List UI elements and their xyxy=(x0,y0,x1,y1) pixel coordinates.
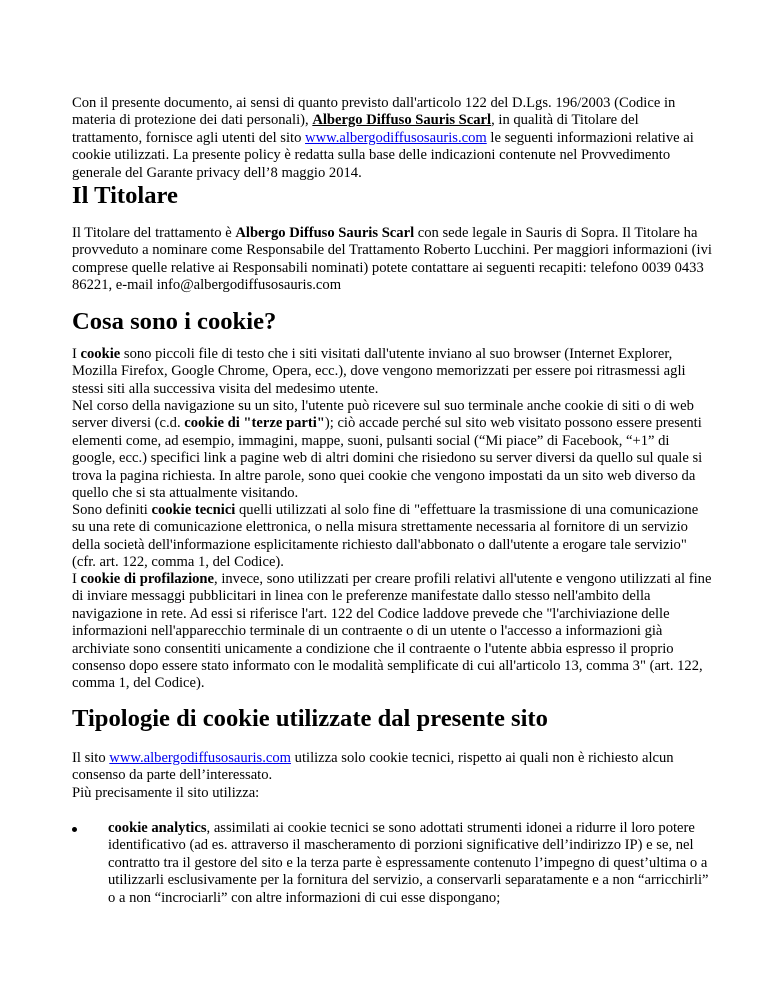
heading-cookie: Cosa sono i cookie? xyxy=(72,308,277,335)
paragraph-text: Il sito xyxy=(72,750,110,766)
paragraph-text: utilizza solo cookie tecnici, rispetto ai quali non è richiesto alcun consenso da parte dell’interessato. xyxy=(72,750,674,784)
paragraph-text: ); ciò accade perché sul sito web visitato possono essere presenti elementi come, ad esempio, immagini, mappe, suoni, pulsanti social (“Mi piace” di Facebook, “+1” di google, ecc.) specifici link a pagine web di altri domini che risiedono su server diversi da quello sul quale si trova la pagina richiesta. In altre parole, sono quei cookie che vengono impostati da un sito web diverso da quello che si sta attualmente visitando. xyxy=(72,415,703,502)
paragraph-text: I xyxy=(72,571,81,587)
company-name: Albergo Diffuso Sauris Scarl xyxy=(312,112,492,129)
paragraph-text: I xyxy=(72,346,81,362)
term-analytics: cookie analytics xyxy=(108,820,207,836)
cookie-paragraph-2 xyxy=(72,398,712,502)
site-link[interactable]: www.albergodiffusosauris.com xyxy=(305,129,487,146)
intro-paragraph xyxy=(72,95,712,182)
term-technical: cookie tecnici xyxy=(151,502,236,518)
bullet-icon xyxy=(72,827,77,832)
intro-text: , in qualità di Titolare del trattamento, fornisce agli utenti del sito xyxy=(72,112,639,146)
titolare-paragraph xyxy=(72,225,712,295)
paragraph-text: quelli utilizzati al solo fine di "effettuare la trasmissione di una comunicazione su una rete di comunicazione elettronica, o nella misura strettamente necessaria al fornitore di un servizio della società dell'informazione esplicitamente richiesto dall'abbonato o dall'utente a erogare tale servizio" (cfr. art. 122, comma 1, del Codice). xyxy=(72,502,699,571)
paragraph-text: Sono definiti xyxy=(72,502,152,518)
paragraph-text: Più precisamente il sito utilizza: xyxy=(72,784,260,801)
list-item xyxy=(72,820,712,907)
company-name: Albergo Diffuso Sauris Scarl xyxy=(235,225,415,241)
paragraph-text: , invece, sono utilizzati per creare profili relativi all'utente e vengono utilizzati al fine di inviare messaggi pubblicitari in linea con le preferenze manifestate dallo stesso nell'ambito della navigazione in rete. Ad essi si riferisce l'art. 122 del Codice laddove prevede che "l'archiviazione delle informazioni nell'apparecchio terminale di un contraente o di un utente o l'accesso a informazioni già archiviate sono consentiti unicamente a condizione che il contraente o l'utente abbia espresso il proprio consenso dopo essere stato informato con le modalità semplificate di cui all'articolo 13, comma 3" (art. 122, comma 1, del Codice). xyxy=(72,571,712,692)
cookie-paragraph-3 xyxy=(72,502,712,572)
intro-text: le seguenti informazioni relative ai cookie utilizzati. La presente policy è redatta sulla base delle indicazioni contenute nel Provvedimento generale del Garante privacy dell’8 maggio 2014. xyxy=(72,129,694,181)
cookie-list xyxy=(72,820,712,907)
tipologie-paragraph xyxy=(72,750,712,802)
term-cookie: cookie xyxy=(80,346,121,362)
paragraph-text: Nel corso della navigazione su un sito, l'utente può ricevere sul suo terminale anche cookie di siti o di web server diversi (c.d. xyxy=(72,398,694,432)
titolare-text: Il Titolare del trattamento è xyxy=(72,225,236,241)
cookie-paragraph-4 xyxy=(72,571,712,693)
paragraph-text: sono piccoli file di testo che i siti visitati dall'utente inviano al suo browser (Internet Explorer, Mozilla Firefox, Google Chrome, Opera, ecc.), dove vengono memorizzati per essere poi ritrasmessi agli stessi siti alla successiva visita del medesimo utente. xyxy=(72,346,686,397)
cookie-paragraph-1 xyxy=(72,346,712,398)
term-profiling: cookie di profilazione xyxy=(80,571,215,587)
intro-text: Con il presente documento, ai sensi di quanto previsto dall'articolo 122 del D.Lgs. 196/2003 (Codice in materia di protezione dei dati personali), xyxy=(72,95,676,129)
titolare-text: con sede legale in Sauris di Sopra. Il Titolare ha provveduto a nominare come Responsabile del Trattamento Roberto Lucchini. Per maggiori informazioni (ivi comprese quelle relative ai Responsabili nominati) potete contattare ai seguenti recapiti: telefono 0039 0433 86221, e-mail info@albergodiffusosauris.com xyxy=(72,225,712,294)
heading-tipologie: Tipologie di cookie utilizzate dal presente sito xyxy=(72,705,548,732)
heading-titolare: Il Titolare xyxy=(72,182,178,209)
list-item-text: , assimilati ai cookie tecnici se sono adottati strumenti idonei a ridurre il loro potere identificativo (ad es. attraverso il mascheramento di porzioni significative dell’indirizzo IP) e se, nel contratto tra il gestore del sito e la terza parte è espressamente contenuto l’impegno di quest’ultima o a utilizzarli esclusivamente per la fornitura del servizio, a conservarli separatamente e a non “arricchirli” o a non “incrociarli” con altre informazioni di cui esse dispongano; xyxy=(108,820,709,906)
site-link[interactable]: www.albergodiffusosauris.com xyxy=(109,750,292,766)
term-third-party: cookie di "terze parti" xyxy=(184,415,325,432)
